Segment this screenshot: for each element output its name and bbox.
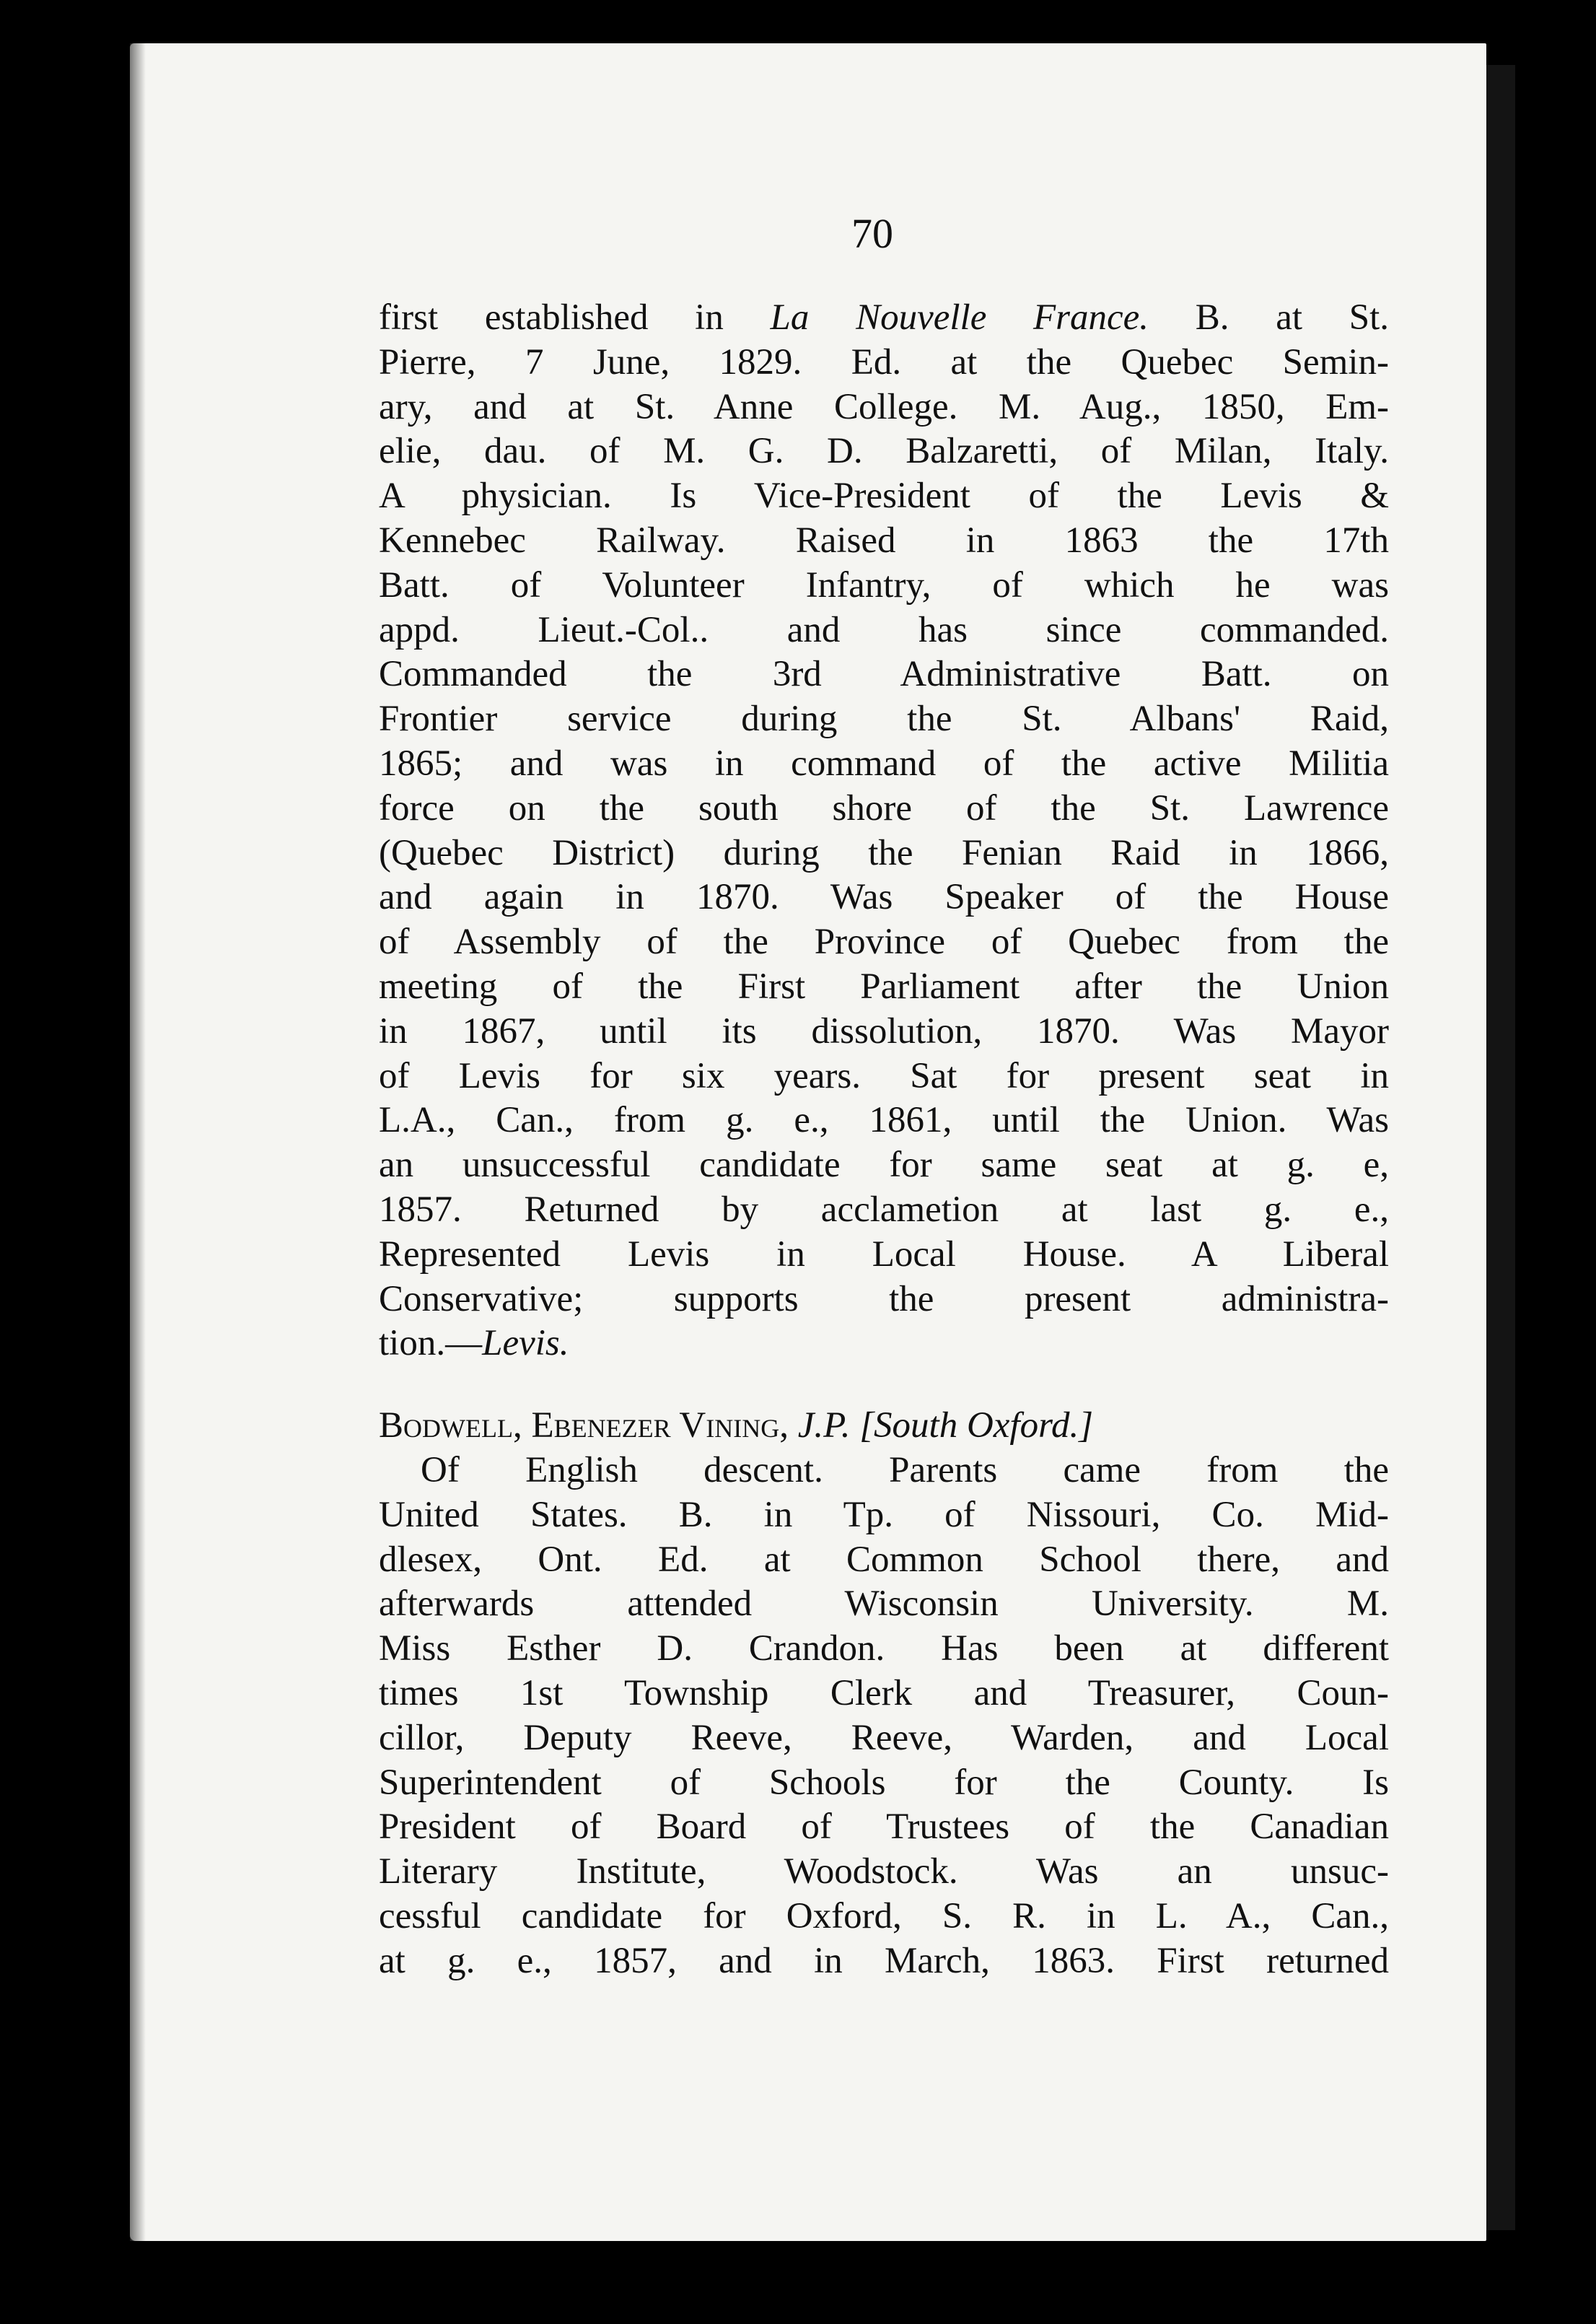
entry-name: Bodwell, Ebenezer Vining, xyxy=(379,1405,789,1446)
text-line xyxy=(379,341,1389,385)
text-segment: elie, dau. of M. G. D. Balzaretti, of Milan, Italy. xyxy=(379,431,1389,472)
text-segment: first established in xyxy=(379,297,771,338)
text-segment: Of English descent. Parents came from the xyxy=(421,1449,1389,1490)
text-line xyxy=(379,787,1389,831)
text-line xyxy=(379,474,1389,519)
text-segment: Commanded the 3rd Administrative Batt. on xyxy=(379,654,1389,695)
text-segment: Miss Esther D. Crandon. Has been at different xyxy=(379,1628,1389,1669)
text-segment: times 1st Township Clerk and Treasurer, Coun- xyxy=(379,1672,1389,1713)
text-line xyxy=(379,1188,1389,1233)
text-segment: Frontier service during the St. Albans' Raid, xyxy=(379,699,1389,740)
text-segment: Batt. of Volunteer Infantry, of which he was xyxy=(379,564,1389,606)
page-number: 70 xyxy=(851,210,893,257)
text-line xyxy=(379,429,1389,474)
text-segment: tion.— xyxy=(379,1323,483,1364)
page-gutter-shadow xyxy=(130,43,146,2241)
text-segment: Literary Institute, Woodstock. Was an unsuc- xyxy=(379,1851,1389,1892)
book-edge xyxy=(1486,65,1515,2230)
text-line xyxy=(379,385,1389,430)
text-segment: and again in 1870. Was Speaker of the House xyxy=(379,877,1389,918)
text-line xyxy=(379,1493,1389,1538)
text-line xyxy=(379,1277,1389,1322)
page-text xyxy=(379,296,1389,1983)
text-line xyxy=(379,742,1389,787)
text-segment: A physician. Is Vice-President of the Levis & xyxy=(379,476,1389,517)
text-segment: 1857. Returned by acclametion at last g. e., xyxy=(379,1189,1389,1230)
text-line xyxy=(379,564,1389,608)
text-segment: Superintendent of Schools for the County. Is xyxy=(379,1762,1389,1803)
text-segment: B. at St. xyxy=(1149,297,1389,338)
text-line xyxy=(379,519,1389,564)
text-segment: L.A., Can., from g. e., 1861, until the Union. Was xyxy=(379,1100,1389,1141)
text-segment: cessful candidate for Oxford, S. R. in L. A., Can., xyxy=(379,1895,1389,1936)
text-line xyxy=(379,831,1389,876)
text-segment: (Quebec District) during the Fenian Raid in 1866, xyxy=(379,832,1389,873)
text-line xyxy=(379,1672,1389,1716)
text-segment: ary, and at St. Anne College. M. Aug., 1850, Em- xyxy=(379,386,1389,427)
text-line xyxy=(379,652,1389,697)
text-line xyxy=(379,1627,1389,1672)
text-line xyxy=(379,1805,1389,1850)
biography-entry-continued xyxy=(379,296,1389,1366)
text-segment: 1865; and was in command of the active Militia xyxy=(379,743,1389,784)
text-segment: in 1867, until its dissolution, 1870. Was Mayor xyxy=(379,1010,1389,1052)
text-segment: United States. B. in Tp. of Nissouri, Co. Mid- xyxy=(379,1494,1389,1535)
text-segment: force on the south shore of the St. Lawrence xyxy=(379,787,1389,829)
entry-riding: [South Oxford.] xyxy=(859,1405,1094,1446)
biography-entry-bodwell xyxy=(379,1449,1389,1984)
text-line xyxy=(379,875,1389,920)
text-segment: dlesex, Ont. Ed. at Common School there, and xyxy=(379,1539,1389,1580)
text-line xyxy=(379,1010,1389,1054)
text-line xyxy=(379,608,1389,653)
text-line xyxy=(379,1322,1389,1366)
text-segment: of Levis for six years. Sat for present seat in xyxy=(379,1055,1389,1096)
text-line xyxy=(379,920,1389,965)
text-segment: of Assembly of the Province of Quebec from the xyxy=(379,922,1389,963)
text-segment: afterwards attended Wisconsin University. M. xyxy=(379,1583,1389,1625)
text-segment: meeting of the First Parliament after the Union xyxy=(379,966,1389,1007)
text-segment: Represented Levis in Local House. A Liberal xyxy=(379,1233,1389,1275)
text-line xyxy=(379,697,1389,742)
text-line xyxy=(379,1054,1389,1099)
text-line xyxy=(379,1939,1389,1984)
text-line xyxy=(379,1449,1389,1493)
text-segment: Kennebec Railway. Raised in 1863 the 17th xyxy=(379,520,1389,561)
text-line xyxy=(379,1233,1389,1277)
text-line xyxy=(379,965,1389,1010)
text-line xyxy=(379,1761,1389,1806)
text-segment: an unsuccessful candidate for same seat at g. e, xyxy=(379,1145,1389,1186)
text-line xyxy=(379,1582,1389,1627)
text-line xyxy=(379,1098,1389,1143)
text-segment: at g. e., 1857, and in March, 1863. First returned xyxy=(379,1940,1389,1981)
text-line xyxy=(379,1895,1389,1939)
text-segment: La Nouvelle France. xyxy=(770,297,1149,338)
text-segment: Conservative; supports the present administra- xyxy=(379,1278,1389,1319)
text-segment: Pierre, 7 June, 1829. Ed. at the Quebec Semin- xyxy=(379,341,1389,383)
text-segment: appd. Lieut.-Col.. and has since commanded. xyxy=(379,609,1389,650)
text-segment: Levis. xyxy=(482,1323,569,1364)
text-line xyxy=(379,1143,1389,1188)
text-line xyxy=(379,1538,1389,1583)
text-line xyxy=(379,1850,1389,1895)
text-line xyxy=(379,1716,1389,1761)
text-segment: President of Board of Trustees of the Canadian xyxy=(379,1807,1389,1848)
text-line xyxy=(379,296,1389,341)
entry-heading xyxy=(379,1404,1389,1449)
entry-title: J.P. xyxy=(797,1405,851,1446)
text-segment: cillor, Deputy Reeve, Reeve, Warden, and Local xyxy=(379,1717,1389,1758)
